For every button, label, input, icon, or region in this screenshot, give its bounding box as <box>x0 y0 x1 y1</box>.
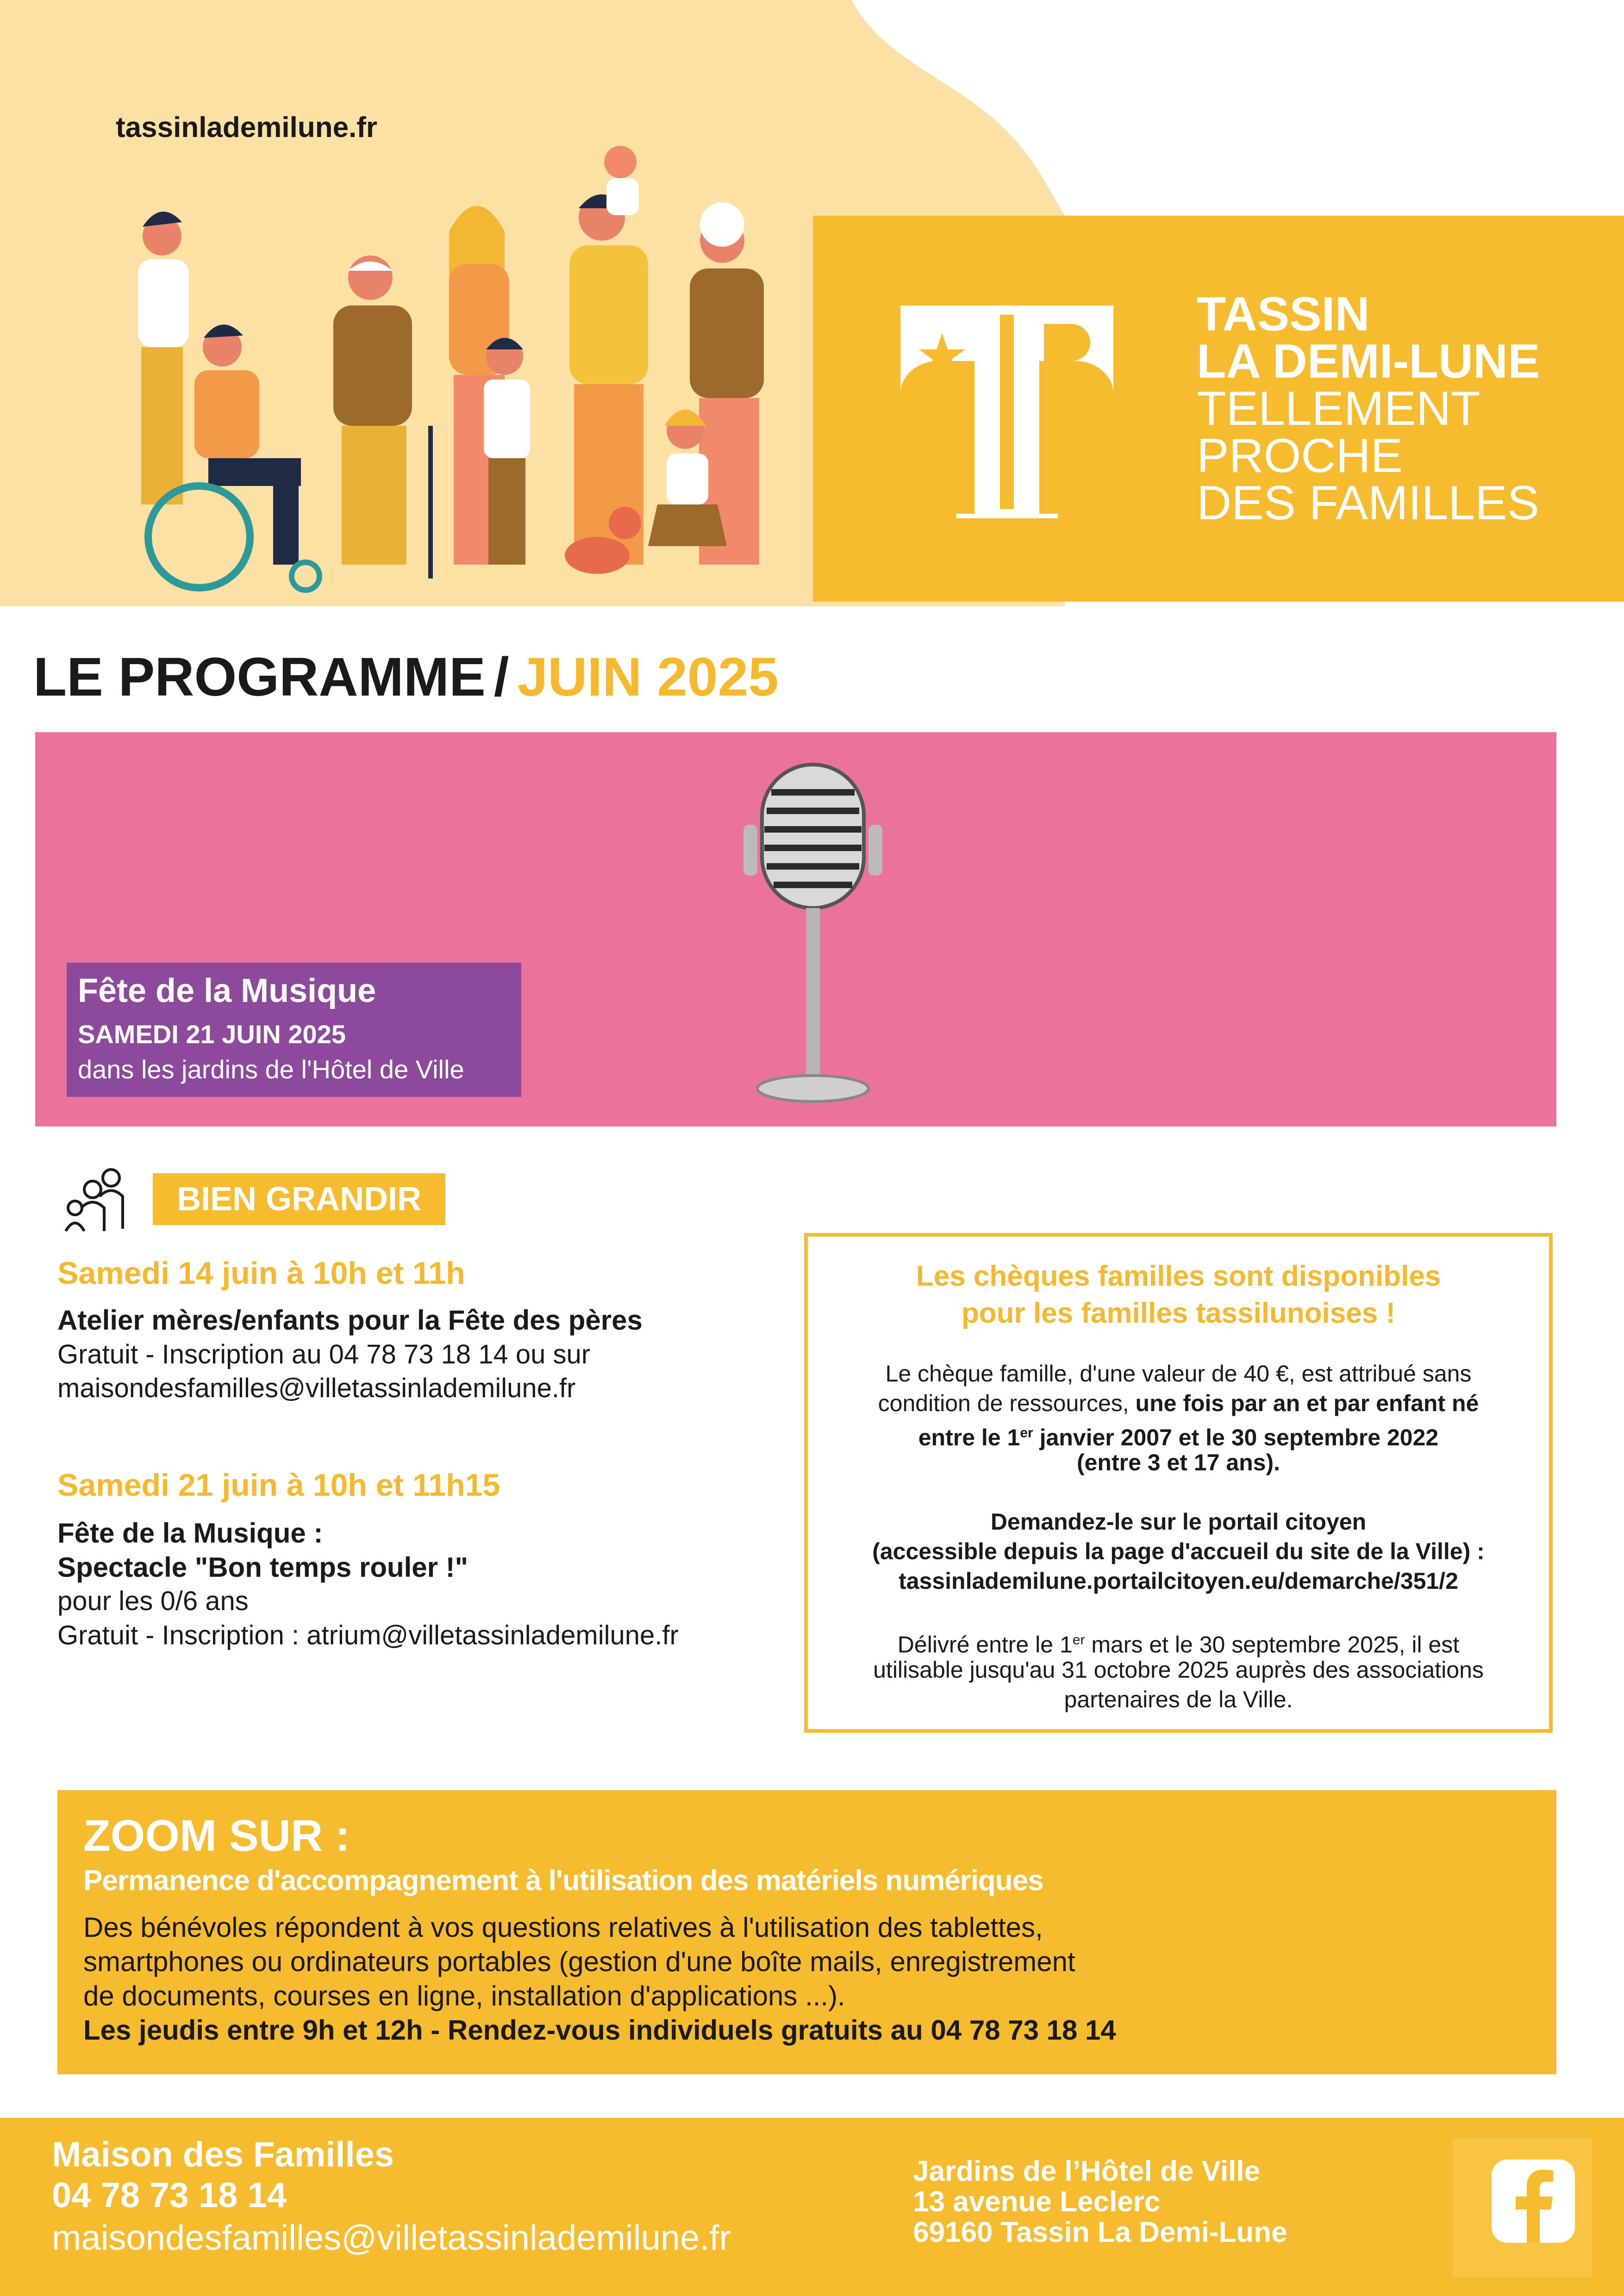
tagline-line-1: TELLEMENT <box>1197 382 1480 436</box>
event-banner <box>35 732 1556 1126</box>
microphone-icon <box>739 755 924 1121</box>
cheques-p2-line-1: Demandez-le sur le portail citoyen <box>990 1509 1367 1535</box>
section-tag-bien-grandir: BIEN GRANDIR <box>153 1173 445 1225</box>
tassin-logo-icon <box>891 296 1123 523</box>
cheques-portal-link[interactable]: tassinlademilune.portailcitoyen.eu/demarche/351/2 <box>899 1568 1458 1594</box>
cheques-heading-1: Les chèques familles sont disponibles <box>916 1260 1441 1292</box>
cheques-p1-line-3b: janvier 2007 et le 30 septembre 2022 <box>1033 1424 1439 1450</box>
title-month: JUIN 2025 <box>517 647 779 708</box>
event2-title-1: Fête de la Musique : <box>57 1518 323 1549</box>
cheques-p3-line-1 <box>808 1625 1549 1660</box>
page-title <box>33 646 779 709</box>
cheques-p1-line-3a: entre le 1 <box>918 1424 1020 1450</box>
event-title: Fête de la Musique <box>78 972 376 1009</box>
family-illustration <box>88 139 810 606</box>
zoom-line-4: Les jeudis entre 9h et 12h - Rendez-vous individuels gratuits au 04 78 73 18 14 <box>83 2015 1116 2046</box>
zoom-subheading: Permanence d'accompagnement à l'utilisation des matériels numériques <box>83 1865 1043 1897</box>
event-place: dans les jardins de l'Hôtel de Ville <box>78 1055 464 1084</box>
event1-date: Samedi 14 juin à 10h et 11h <box>57 1256 465 1291</box>
cheques-p1-line-2 <box>808 1388 1549 1418</box>
cheques-p1-line-2b: une fois par an et par enfant né <box>1135 1390 1479 1416</box>
cheques-p3-line-3: partenaires de la Ville. <box>1064 1686 1293 1712</box>
event1-line-1: Gratuit - Inscription au 04 78 73 18 14 ou sur <box>57 1339 591 1369</box>
figure-grandfather <box>333 255 433 579</box>
cheques-p3-line-2: utilisable jusqu'au 31 octobre 2025 auprès des associations <box>873 1657 1484 1683</box>
cheques-info-box <box>804 1233 1553 1733</box>
event1-email-link[interactable]: maisondesfamilles@villetassinlademilune.fr <box>57 1373 576 1403</box>
title-slash: / <box>493 647 509 708</box>
figure-man <box>138 212 189 504</box>
event2-title-2: Spectacle "Bon temps rouler !" <box>57 1552 468 1583</box>
cheques-p3-line-1b: mars et le 30 septembre 2025, il est <box>1085 1631 1460 1658</box>
cheques-p1-line-2a: condition de ressources, <box>878 1390 1136 1416</box>
zoom-line-2: smartphones ou ordinateurs portables (gestion d'une boîte mails, enregistrement <box>83 1946 1075 1977</box>
cheques-p1-line-4: (entre 3 et 17 ans). <box>1076 1450 1280 1475</box>
zoom-section <box>57 1790 1556 2074</box>
footer-phone[interactable]: 04 78 73 18 14 <box>52 2176 287 2215</box>
brand-line-2: LA DEMI-LUNE <box>1197 335 1540 388</box>
zoom-line-1: Des bénévoles répondent à vos questions relatives à l'utilisation des tablettes, <box>83 1912 1043 1943</box>
title-main: LE PROGRAMME <box>33 647 486 708</box>
site-url[interactable]: tassinlademilune.fr <box>116 112 378 143</box>
brand-text <box>1197 287 1540 530</box>
event2-date: Samedi 21 juin à 10h et 11h15 <box>57 1468 500 1503</box>
zoom-heading: ZOOM SUR : <box>83 1811 350 1860</box>
footer-org-name: Maison des Familles <box>52 2135 394 2174</box>
footer-address-line-2: 13 avenue Leclerc <box>913 2186 1161 2218</box>
family-icon <box>60 1164 134 1233</box>
footer-email-link[interactable]: maisondesfamilles@villetassinlademilune.fr <box>52 2218 731 2258</box>
facebook-icon[interactable] <box>1492 2159 1575 2243</box>
footer-address-line-1: Jardins de l’Hôtel de Ville <box>913 2155 1260 2187</box>
zoom-line-3: de documents, courses en ligne, installation d'applications ...). <box>83 1980 845 2011</box>
footer-address-line-3: 69160 Tassin La Demi-Lune <box>913 2216 1287 2248</box>
cheques-p3-line-1a: Délivré entre le 1 <box>897 1631 1073 1658</box>
event1-title: Atelier mères/enfants pour la Fête des pères <box>57 1305 643 1336</box>
event2-line-2: Gratuit - Inscription : atrium@villetassinlademilune.fr <box>57 1620 679 1650</box>
figure-father <box>569 146 648 565</box>
cheques-p1-sup: er <box>1020 1425 1033 1440</box>
event-caption-box <box>67 963 521 1097</box>
brand-line-1: TASSIN <box>1197 287 1370 341</box>
cheques-p2-line-2: (accessible depuis la page d'accueil du site de la Ville) : <box>872 1538 1485 1564</box>
tagline-line-3: DES FAMILLES <box>1197 476 1539 530</box>
cheques-p3-sup: er <box>1072 1632 1085 1648</box>
cheques-p1-line-1: Le chèque famille, d'une valeur de 40 €, est attribué sans <box>885 1361 1472 1387</box>
cheques-p1-line-3 <box>808 1418 1549 1452</box>
event2-line-1: pour les 0/6 ans <box>57 1586 249 1616</box>
event-date: SAMEDI 21 JUIN 2025 <box>78 1020 346 1049</box>
cheques-heading-2: pour les familles tassilunoises ! <box>961 1297 1396 1329</box>
tagline-line-2: PROCHE <box>1197 429 1403 483</box>
